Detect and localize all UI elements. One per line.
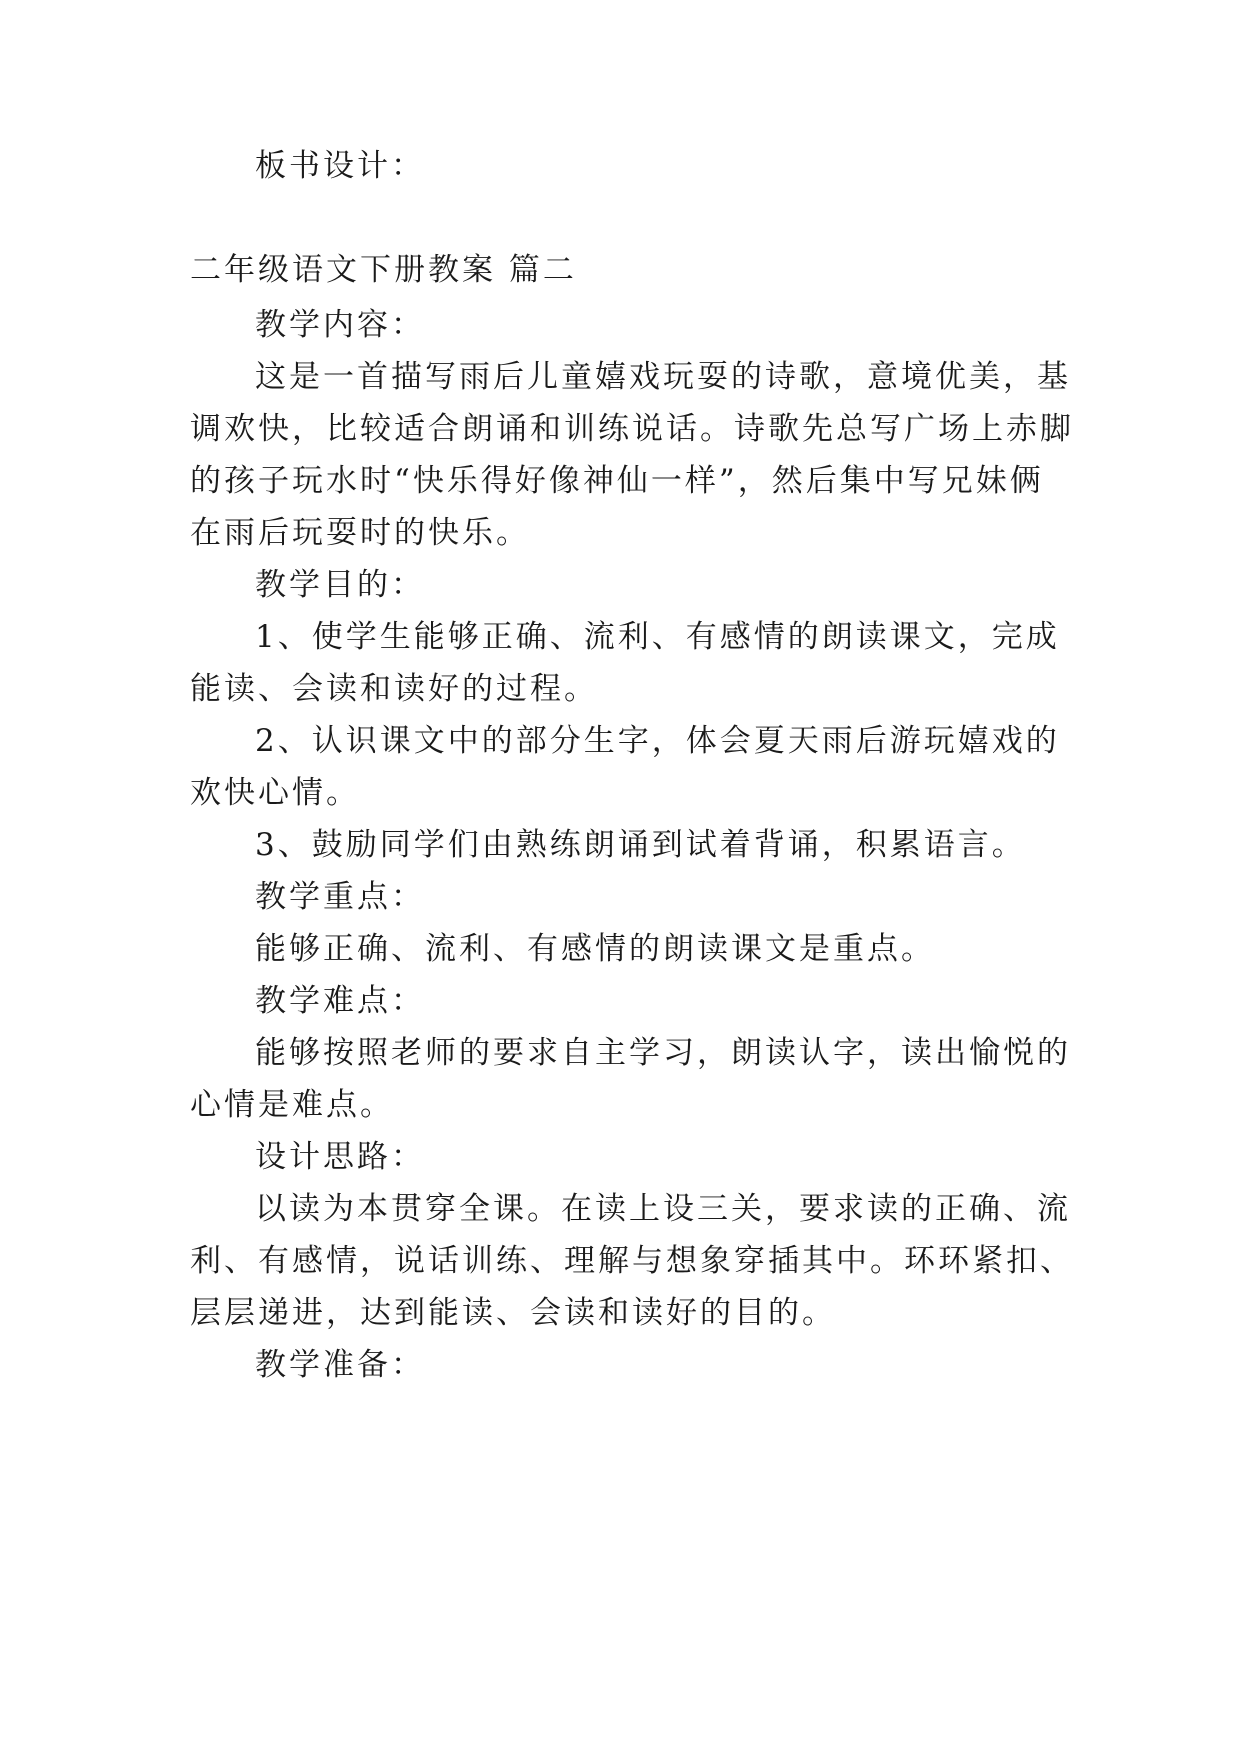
teaching-content-line: 的孩子玩水时“快乐得好像神仙一样”，然后集中写兄妹俩 [190,463,1044,499]
goal-2-line: 欢快心情。 [190,775,360,811]
teaching-content-line: 这是一首描写雨后儿童嬉戏玩耍的诗歌，意境优美，基 [255,359,1071,395]
design-idea-line: 以读为本贯穿全课。在读上设三关，要求读的正确、流 [255,1191,1071,1227]
goal-1-line: 1、使学生能够正确、流利、有感情的朗读课文，完成 [255,619,1060,655]
key-points-text: 能够正确、流利、有感情的朗读课文是重点。 [255,931,935,967]
difficulties-line: 心情是难点。 [190,1087,394,1123]
goal-3-line: 3、鼓励同学们由熟练朗诵到试着背诵，积累语言。 [255,827,1026,863]
difficulties-line: 能够按照老师的要求自主学习，朗读认字，读出愉悦的 [255,1035,1071,1071]
teaching-content-line: 在雨后玩耍时的快乐。 [190,515,530,551]
key-points-heading: 教学重点： [255,879,425,915]
section-title: 二年级语文下册教案 篇二 [190,252,577,288]
preparation-heading: 教学准备： [255,1347,425,1383]
design-idea-line: 利、有感情，说话训练、理解与想象穿插其中。环环紧扣、 [190,1243,1074,1279]
goal-1-line: 能读、会读和读好的过程。 [190,671,598,707]
difficulties-heading: 教学难点： [255,983,425,1019]
board-design-label: 板书设计： [255,148,425,184]
teaching-content-line: 调欢快，比较适合朗诵和训练说话。诗歌先总写广场上赤脚 [190,411,1074,447]
design-idea-heading: 设计思路： [255,1139,425,1175]
teaching-content-heading: 教学内容： [255,307,425,343]
design-idea-line: 层层递进，达到能读、会读和读好的目的。 [190,1295,836,1331]
goal-2-line: 2、认识课文中的部分生字，体会夏天雨后游玩嬉戏的 [255,723,1060,759]
teaching-goals-heading: 教学目的： [255,567,425,603]
